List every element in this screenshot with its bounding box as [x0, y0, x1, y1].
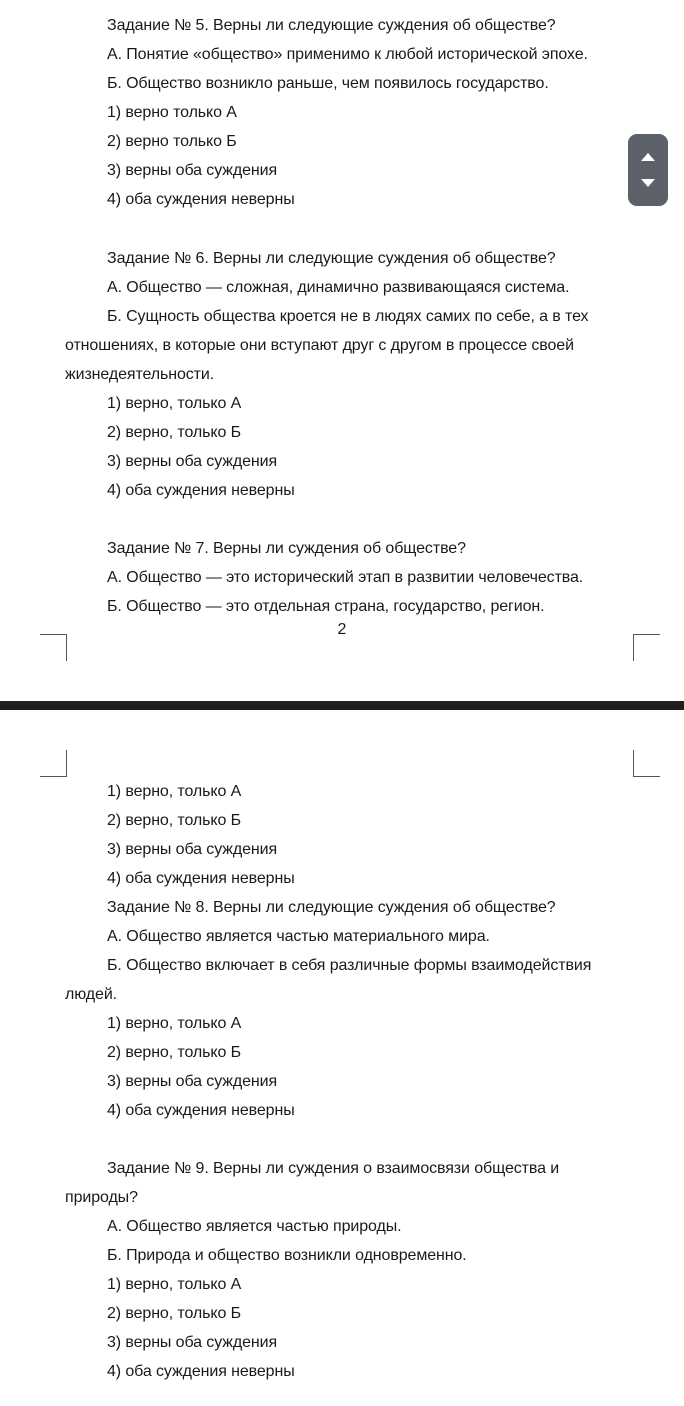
scroll-down-button[interactable] — [635, 177, 661, 189]
task-8-option-2: 2) верно, только Б — [107, 1044, 242, 1061]
task-7-title: Задание № 7. Верны ли суждения об обществе? — [107, 540, 466, 557]
task-6-statement-b-cont: жизнедеятельности. — [65, 366, 215, 383]
task-6-option-2: 2) верно, только Б — [107, 424, 242, 441]
page-corner-mark — [633, 634, 660, 661]
task-5-title: Задание № 5. Верны ли следующие суждения об обществе? — [107, 17, 556, 34]
task-7-option-2: 2) верно, только Б — [107, 812, 242, 829]
task-9-statement-a: А. Общество является частью природы. — [107, 1218, 402, 1235]
page-scroll-widget — [628, 134, 668, 206]
task-8-option-4: 4) оба суждения неверны — [107, 1102, 295, 1119]
page-number: 2 — [337, 621, 347, 638]
task-8-option-1: 1) верно, только А — [107, 1015, 242, 1032]
task-8-option-3: 3) верны оба суждения — [107, 1073, 278, 1090]
task-5-statement-b: Б. Общество возникло раньше, чем появилось государство. — [107, 75, 549, 92]
task-5-option-3: 3) верны оба суждения — [107, 162, 278, 179]
task-9-option-4: 4) оба суждения неверны — [107, 1363, 295, 1380]
triangle-up-icon — [641, 153, 655, 161]
task-5-option-2: 2) верно только Б — [107, 133, 237, 150]
task-8-title: Задание № 8. Верны ли следующие суждения об обществе? — [107, 899, 556, 916]
task-9-option-1: 1) верно, только А — [107, 1276, 242, 1293]
task-6-statement-b-cont: отношениях, в которые они вступают друг с другом в процессе своей — [65, 337, 574, 354]
task-7-option-4: 4) оба суждения неверны — [107, 870, 295, 887]
task-9-title-cont: природы? — [65, 1189, 138, 1206]
task-9-title: Задание № 9. Верны ли суждения о взаимосвязи общества и — [107, 1160, 560, 1177]
task-9-statement-b: Б. Природа и общество возникли одновременно. — [107, 1247, 467, 1264]
task-7-option-3: 3) верны оба суждения — [107, 841, 278, 858]
task-6-option-4: 4) оба суждения неверны — [107, 482, 295, 499]
task-7-statement-b: Б. Общество — это отдельная страна, государство, регион. — [107, 598, 545, 615]
task-8-statement-a: А. Общество является частью материального мира. — [107, 928, 490, 945]
scroll-up-button[interactable] — [635, 151, 661, 163]
task-5-option-4: 4) оба суждения неверны — [107, 191, 295, 208]
task-6-option-3: 3) верны оба суждения — [107, 453, 278, 470]
task-9-option-3: 3) верны оба суждения — [107, 1334, 278, 1351]
task-9-option-2: 2) верно, только Б — [107, 1305, 242, 1322]
task-5-option-1: 1) верно только А — [107, 104, 237, 121]
task-6-title: Задание № 6. Верны ли следующие суждения об обществе? — [107, 250, 556, 267]
task-8-statement-b: Б. Общество включает в себя различные формы взаимодействия — [107, 957, 592, 974]
task-6-statement-a: А. Общество — сложная, динамично развивающаяся система. — [107, 279, 570, 296]
task-8-statement-b-cont: людей. — [65, 986, 118, 1003]
task-7-option-1: 1) верно, только А — [107, 783, 242, 800]
task-5-statement-a: А. Понятие «общество» применимо к любой исторической эпохе. — [107, 46, 588, 63]
task-6-statement-b: Б. Сущность общества кроется не в людях самих по себе, а в тех — [107, 308, 589, 325]
triangle-down-icon — [641, 179, 655, 187]
task-6-option-1: 1) верно, только А — [107, 395, 242, 412]
document-page-2 — [0, 710, 684, 1406]
task-7-statement-a: А. Общество — это исторический этап в развитии человечества. — [107, 569, 584, 586]
page-separator — [0, 701, 684, 710]
page-corner-mark — [40, 634, 67, 661]
